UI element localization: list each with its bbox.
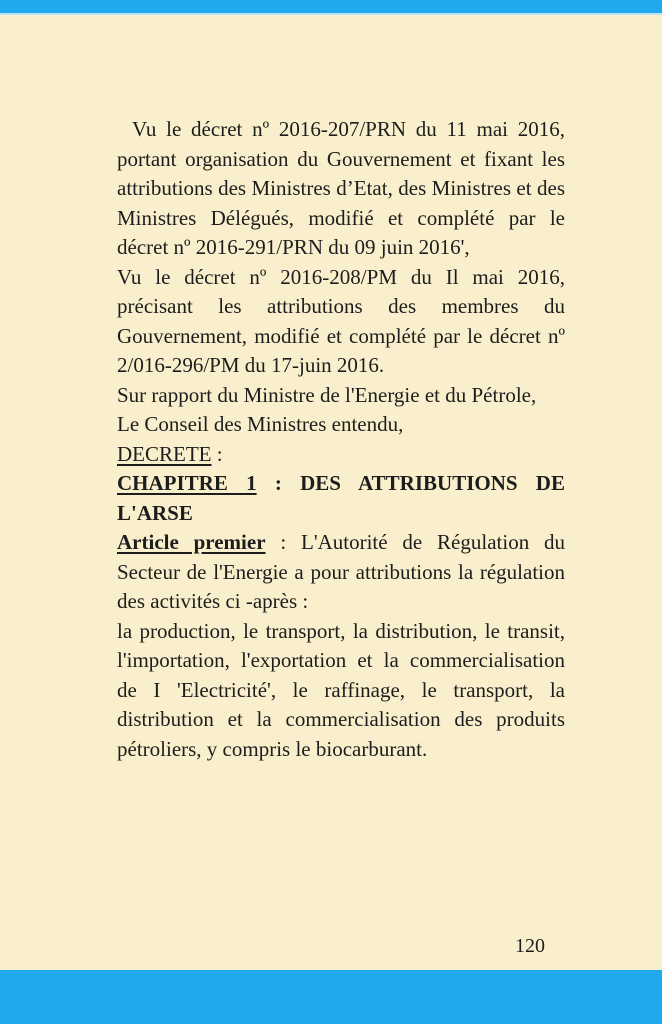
paragraph-article-premier bbox=[117, 528, 565, 617]
article-premier-label: Article premier bbox=[117, 530, 266, 554]
paragraph-sur-rapport: Sur rapport du Ministre de l'Energie et du Pétrole, bbox=[117, 382, 537, 407]
paragraph-visa-decret-1: Vu le décret nº 2016-207/PRN du 11 mai 2016, portant organisation du Gouvernement et fixant les attributions des Ministres d’Etat, des Ministres et des Ministres Délégués, modifié et complété par le décret nº 2016-291/PRN du 09 juin 2016', bbox=[117, 117, 565, 259]
heading-chapitre-1-title: : DES ATTRIBUTIONS DE L'ARSE bbox=[117, 471, 565, 525]
paragraph-visa-decret-2: Vu le décret nº 2016-208/PM du Il mai 2016, précisant les attributions des membres du Gouvernement, modifié et complété par le décret nº 2/016-296/PM du 17-juin 2016. bbox=[117, 264, 565, 377]
heading-decrete-colon: : bbox=[211, 441, 223, 466]
bottom-border-bar bbox=[0, 970, 662, 1024]
top-border-bar bbox=[0, 0, 662, 15]
article-premier-text: : L'Autorité de Régulation du Secteur de l'Energie a pour attributions la régulation des activités ci -après : bbox=[117, 530, 566, 613]
paragraph-conseil-ministres: Le Conseil des Ministres entendu, bbox=[117, 412, 404, 436]
heading-chapitre-1-number: CHAPITRE 1 bbox=[117, 471, 257, 495]
heading-decrete-word: DECRETE bbox=[117, 441, 212, 466]
heading-decrete bbox=[117, 440, 565, 470]
heading-chapitre-1 bbox=[117, 469, 565, 528]
document-body bbox=[117, 115, 565, 764]
paragraph-activites: la production, le transport, la distribution, le transit, l'importation, l'exportation et la commercialisation de I 'Electricité', le raffinage, le transport, la distribution et la commercialisation des produits pétroliers, y compris le biocarburant. bbox=[117, 618, 565, 761]
page-number: 120 bbox=[515, 935, 545, 957]
